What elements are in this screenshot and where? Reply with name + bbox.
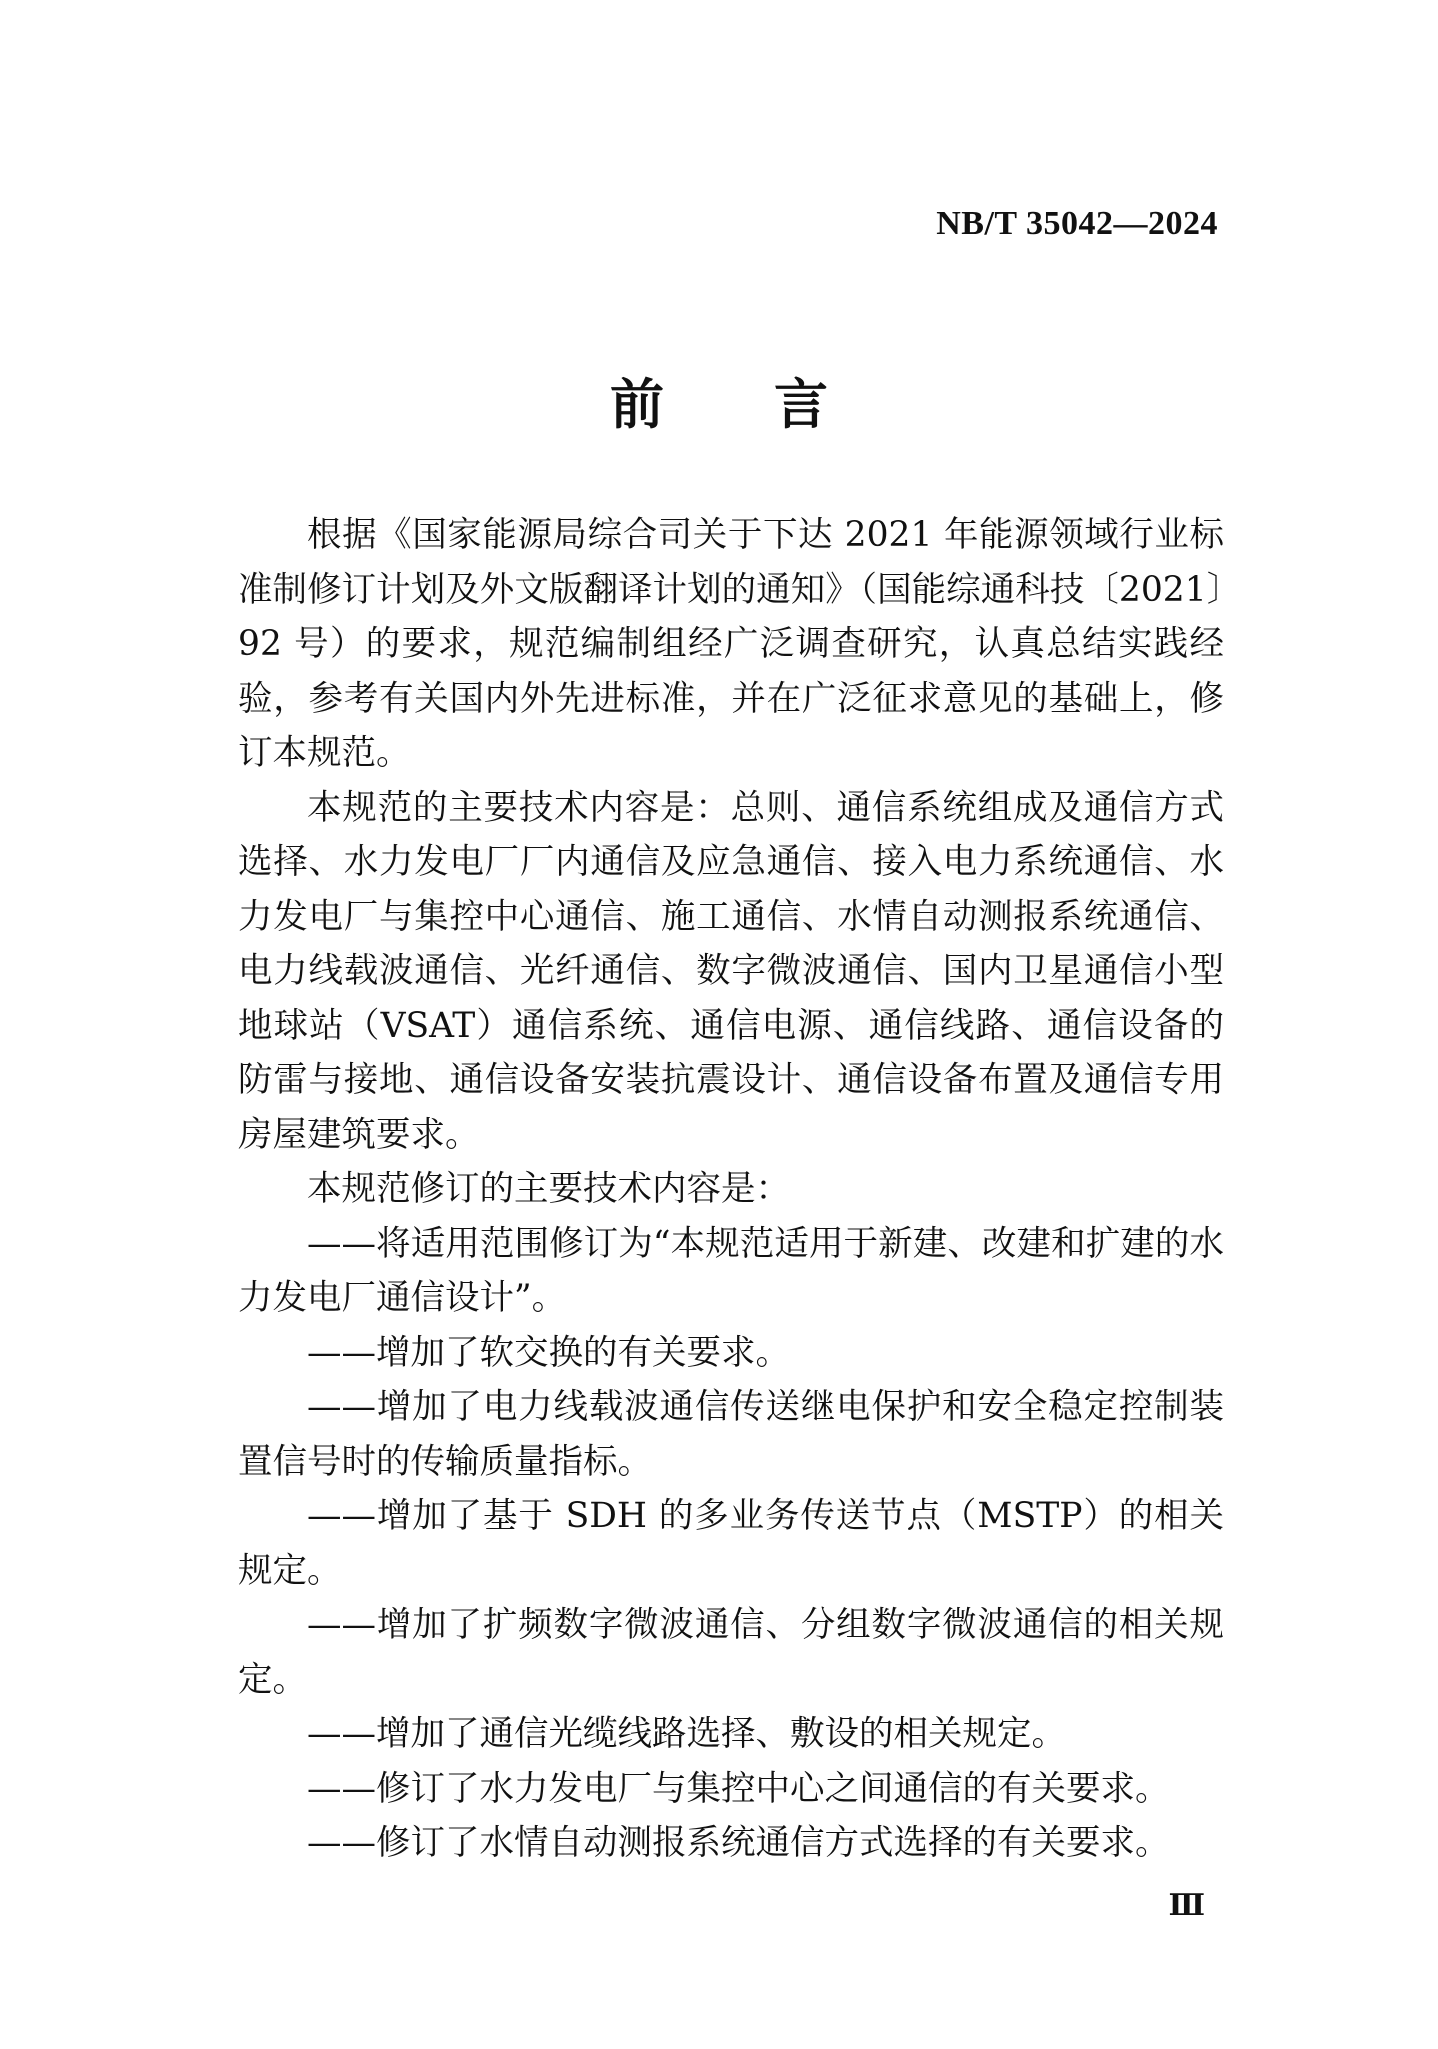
paragraph: 根据《国家能源局综合司关于下达 2021 年能源领域行业标准制修订计划及外文版翻译计划的通知》（国能综通科技〔2021〕92 号）的要求，规范编制组经广泛调查研究，认真总结实践经验，参考有关国内外先进标准，并在广泛征求意见的基础上，修订本规范。 (238, 515, 1224, 773)
paragraph: ——将适用范围修订为“本规范适用于新建、改建和扩建的水力发电厂通信设计”。 (238, 1223, 1224, 1318)
paragraph: ——增加了电力线载波通信传送继电保护和安全稳定控制装置信号时的传输质量指标。 (238, 1387, 1224, 1482)
paragraph: 本规范修订的主要技术内容是： (307, 1169, 790, 1209)
paragraph: ——修订了水力发电厂与集控中心之间通信的有关要求。 (307, 1768, 1170, 1809)
paragraph: ——增加了软交换的有关要求。 (307, 1332, 790, 1373)
paragraph: ——增加了扩频数字微波通信、分组数字微波通信的相关规定。 (238, 1605, 1224, 1700)
paragraph: ——修订了水情自动测报系统通信方式选择的有关要求。 (307, 1823, 1170, 1863)
standard-code: NB/T 35042—2024 (936, 205, 1218, 242)
paragraph: 本规范的主要技术内容是：总则、通信系统组成及通信方式选择、水力发电厂厂内通信及应急通信、接入电力系统通信、水力发电厂与集控中心通信、施工通信、水情自动测报系统通信、电力线载波通信、光纤通信、数字微波通信、国内卫星通信小型地球站（VSAT）通信系统、通信电源、通信线路、通信设备的防雷与接地、通信设备安装抗震设计、通信设备布置及通信专用房屋建筑要求。 (238, 787, 1224, 1155)
paragraph: ——增加了通信光缆线路选择、敷设的相关规定。 (307, 1714, 1066, 1754)
page-number: Ⅲ (1168, 1889, 1206, 1922)
preface-body (238, 508, 1224, 1871)
page-title: 前言 (610, 373, 938, 436)
paragraph: ——增加了基于 SDH 的多业务传送节点（MSTP）的相关规定。 (238, 1496, 1224, 1591)
